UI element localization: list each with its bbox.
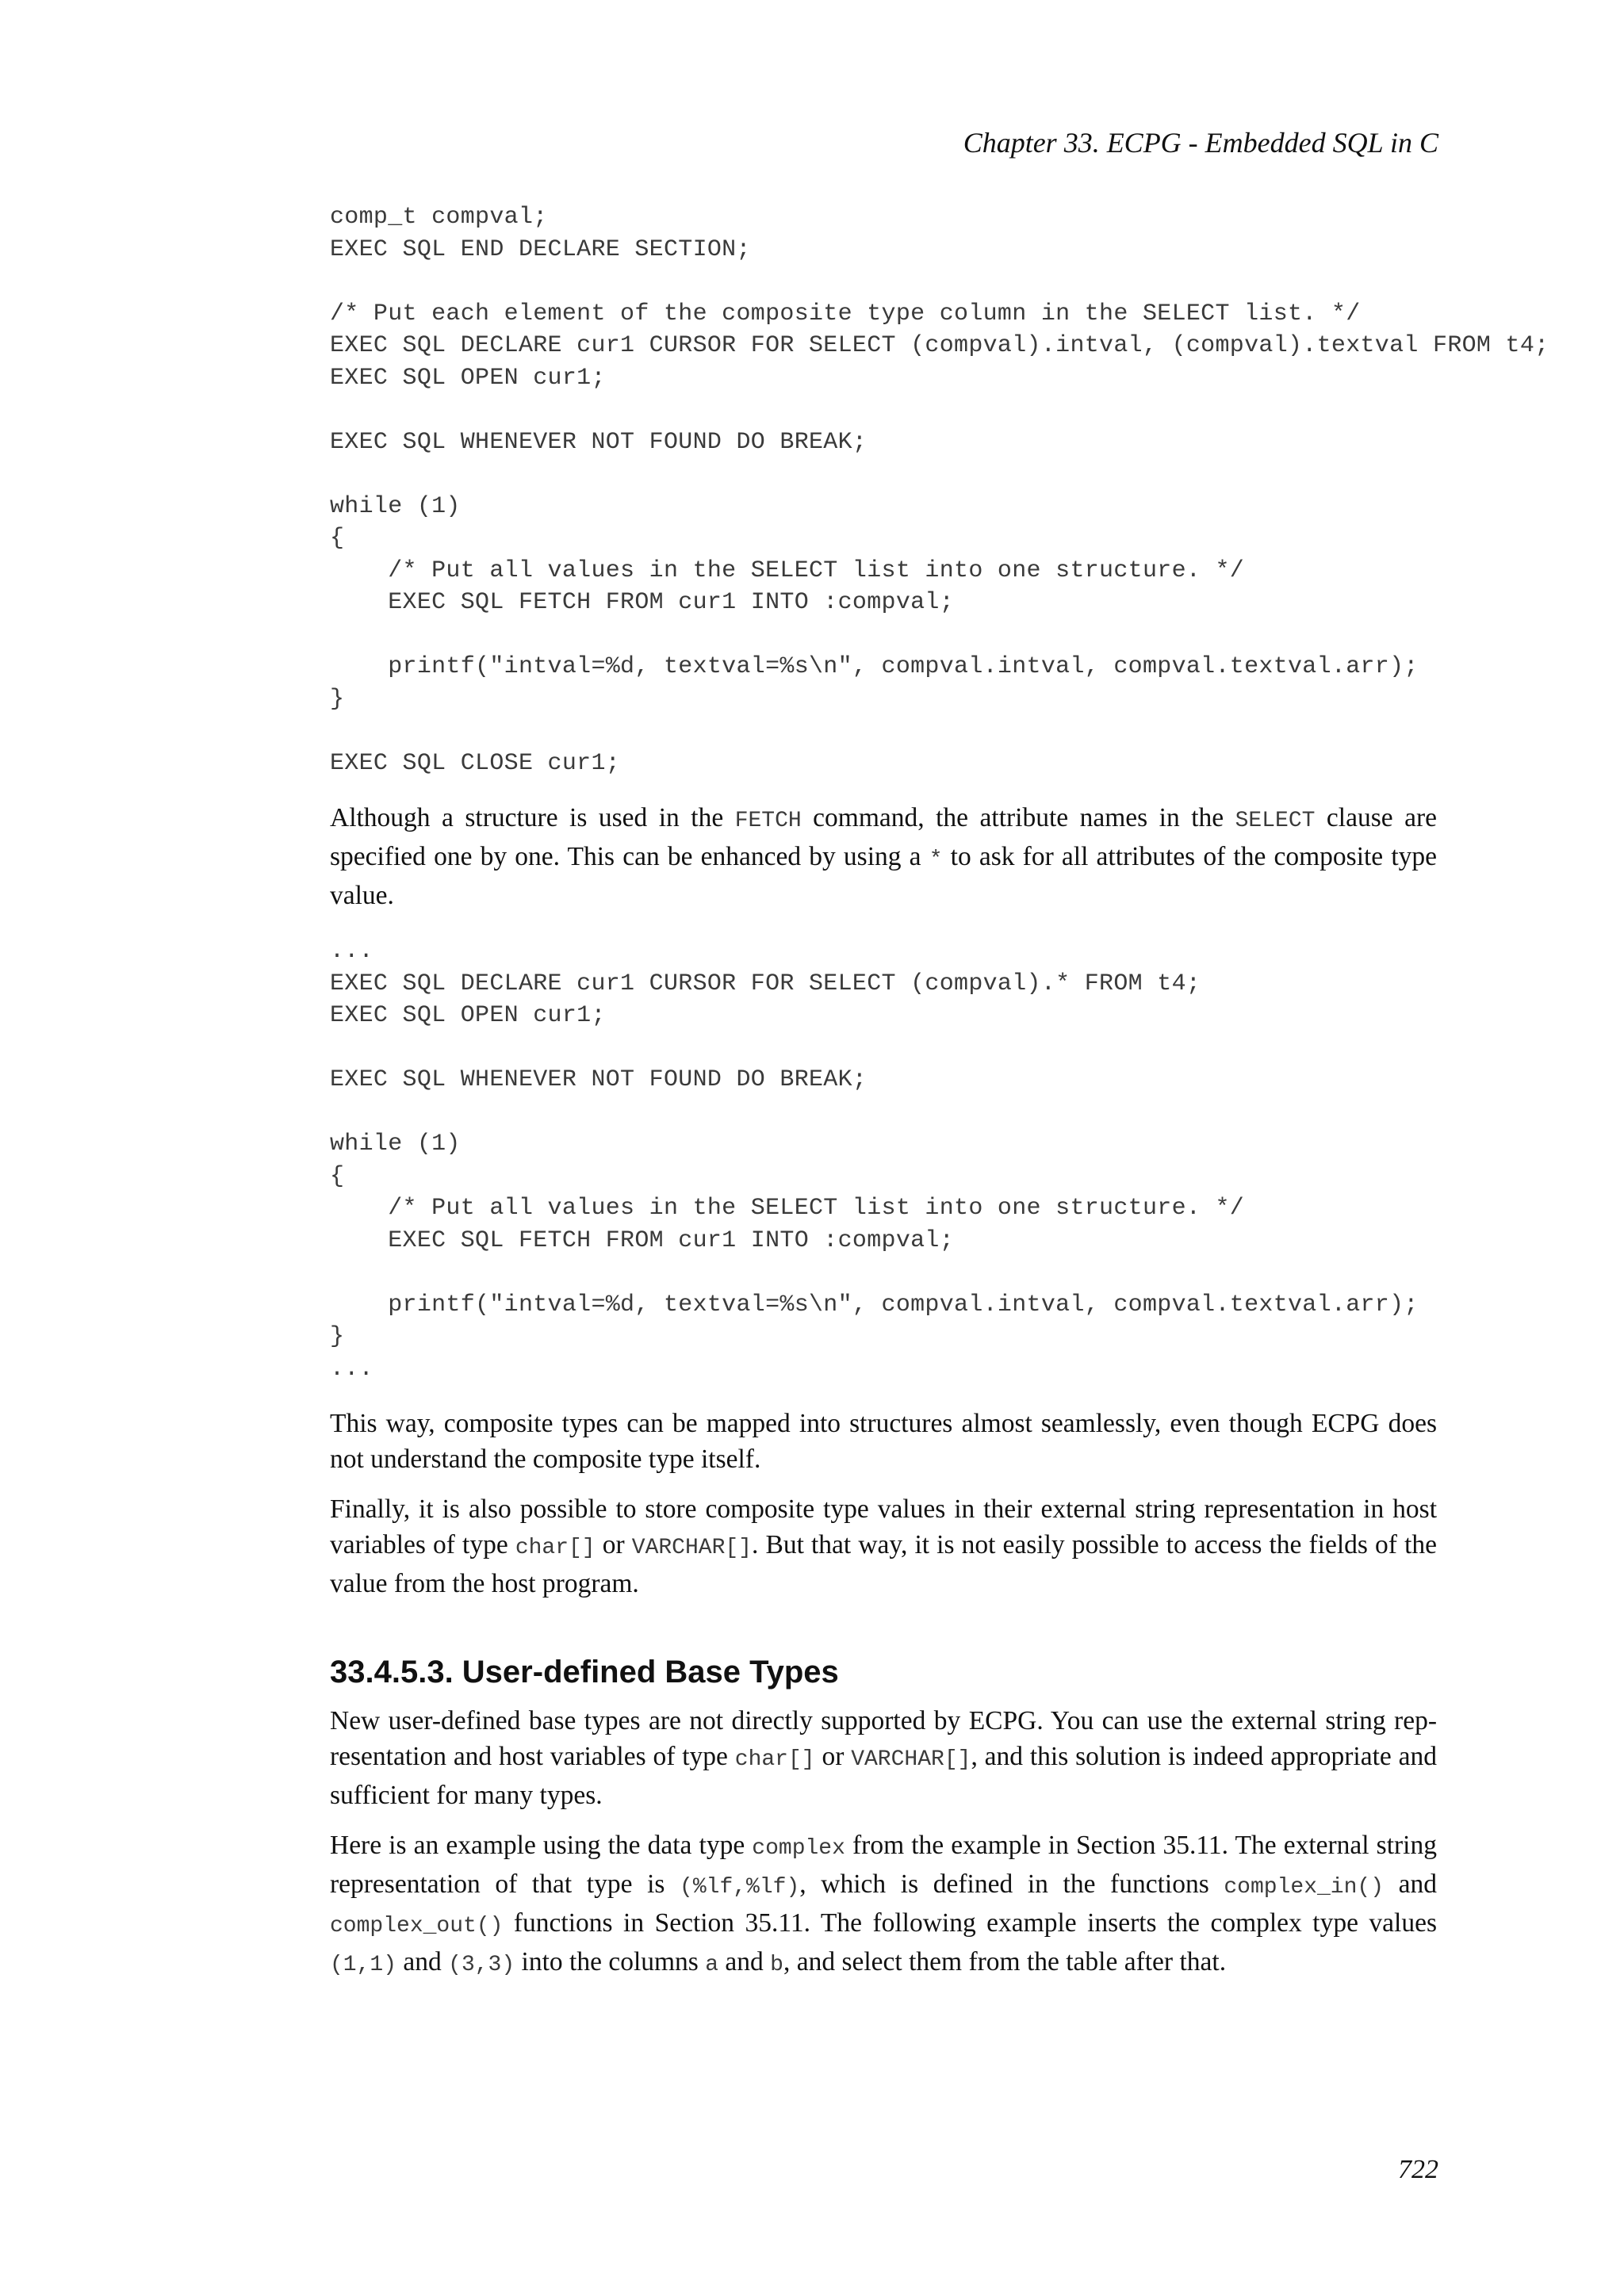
page-content bbox=[330, 198, 1549, 1983]
inline-code-value-1-1: (1,1) bbox=[330, 1953, 397, 1977]
inline-code-select: SELECT bbox=[1235, 809, 1316, 833]
paragraph-external-string: Finally, it is also possible to store composite type values in their external string representation in host variables of type char[] or VARCHAR[]. But that way, it is not easily possible to access the fields of the value from the host program. bbox=[330, 1494, 1437, 1598]
code-block-composite-fetch: comp_t compval; EXEC SQL END DECLARE SECTION; /* Put each element of the composite type column in the SELECT list. */ EXEC SQL DECLARE cur1 CURSOR FOR SELECT (compval).intval, (compval).textval FROM t4; EXEC SQL OPEN cur1; EXEC SQL WHENEVER NOT FOUND DO BREAK; while (1) { /* Put all values in the SELECT list into one structure. */ EXEC SQL FETCH FROM cur1 INTO :compval; printf("intval=%d, textval=%s\n", compval.intval, compval.textval.arr); } EXEC SQL CLOSE cur1; bbox=[330, 204, 1549, 777]
inline-code-value-3-3: (3,3) bbox=[448, 1953, 515, 1977]
inline-code-varchar-array: VARCHAR[] bbox=[851, 1747, 971, 1772]
inline-code-char-array: char[] bbox=[515, 1536, 596, 1560]
code-block-composite-star: ... EXEC SQL DECLARE cur1 CURSOR FOR SELECT (compval).* FROM t4; EXEC SQL OPEN cur1; EXEC SQL WHENEVER NOT FOUND DO BREAK; while (1) { /* Put all values in the SELECT list into one structure. */ EXEC SQL FETCH FROM cur1 INTO :compval; printf("intval=%d, textval=%s\n", compval.intval, compval.textval.arr); } ... bbox=[330, 938, 1419, 1383]
paragraph-complex-example: Here is an example using the data type complex from the example in Section 35.11. The external string representation of that type is (%lf,%lf), which is defined in the functions complex_in() and complex_out() functions in Section 35.11. The following example inserts the complex type values (1,1) and (3,3) into the columns a and b, and select them from the table after that. bbox=[330, 1831, 1438, 1977]
paragraph-seamless-mapping: This way, composite types can be mapped into structures almost seamlessly, even though ECPG does not understand the composite type itself. bbox=[330, 1409, 1437, 1474]
inline-code-column-a: a bbox=[705, 1953, 719, 1977]
paragraph-structure-fetch: Although a structure is used in the FETCH command, the attribute names in the SELECT clause are specified one by one. This can be enhanced by using a * to ask for all attributes of the composite type value. bbox=[330, 803, 1438, 910]
inline-code-star: * bbox=[929, 848, 943, 872]
inline-code-format: (%lf,%lf) bbox=[680, 1875, 800, 1900]
page-number: 722 bbox=[1398, 2155, 1438, 2184]
inline-code-varchar-array: VARCHAR[] bbox=[631, 1536, 752, 1560]
inline-code-fetch: FETCH bbox=[734, 809, 802, 833]
inline-code-complex-out: complex_out() bbox=[330, 1914, 504, 1938]
inline-code-char-array: char[] bbox=[734, 1747, 815, 1772]
paragraph-base-types: New user-defined base types are not directly supported by ECPG. You can use the external string rep-resentation and host variables of type char[] or VARCHAR[], and this solution is indeed appropriate and sufficient for many types. bbox=[330, 1706, 1438, 1810]
inline-code-complex: complex bbox=[752, 1836, 845, 1861]
section-heading: 33.4.5.3. User-defined Base Types bbox=[330, 1655, 839, 1689]
inline-code-complex-in: complex_in() bbox=[1224, 1875, 1385, 1900]
running-header: Chapter 33. ECPG - Embedded SQL in C bbox=[963, 127, 1438, 159]
inline-code-column-b: b bbox=[770, 1953, 783, 1977]
